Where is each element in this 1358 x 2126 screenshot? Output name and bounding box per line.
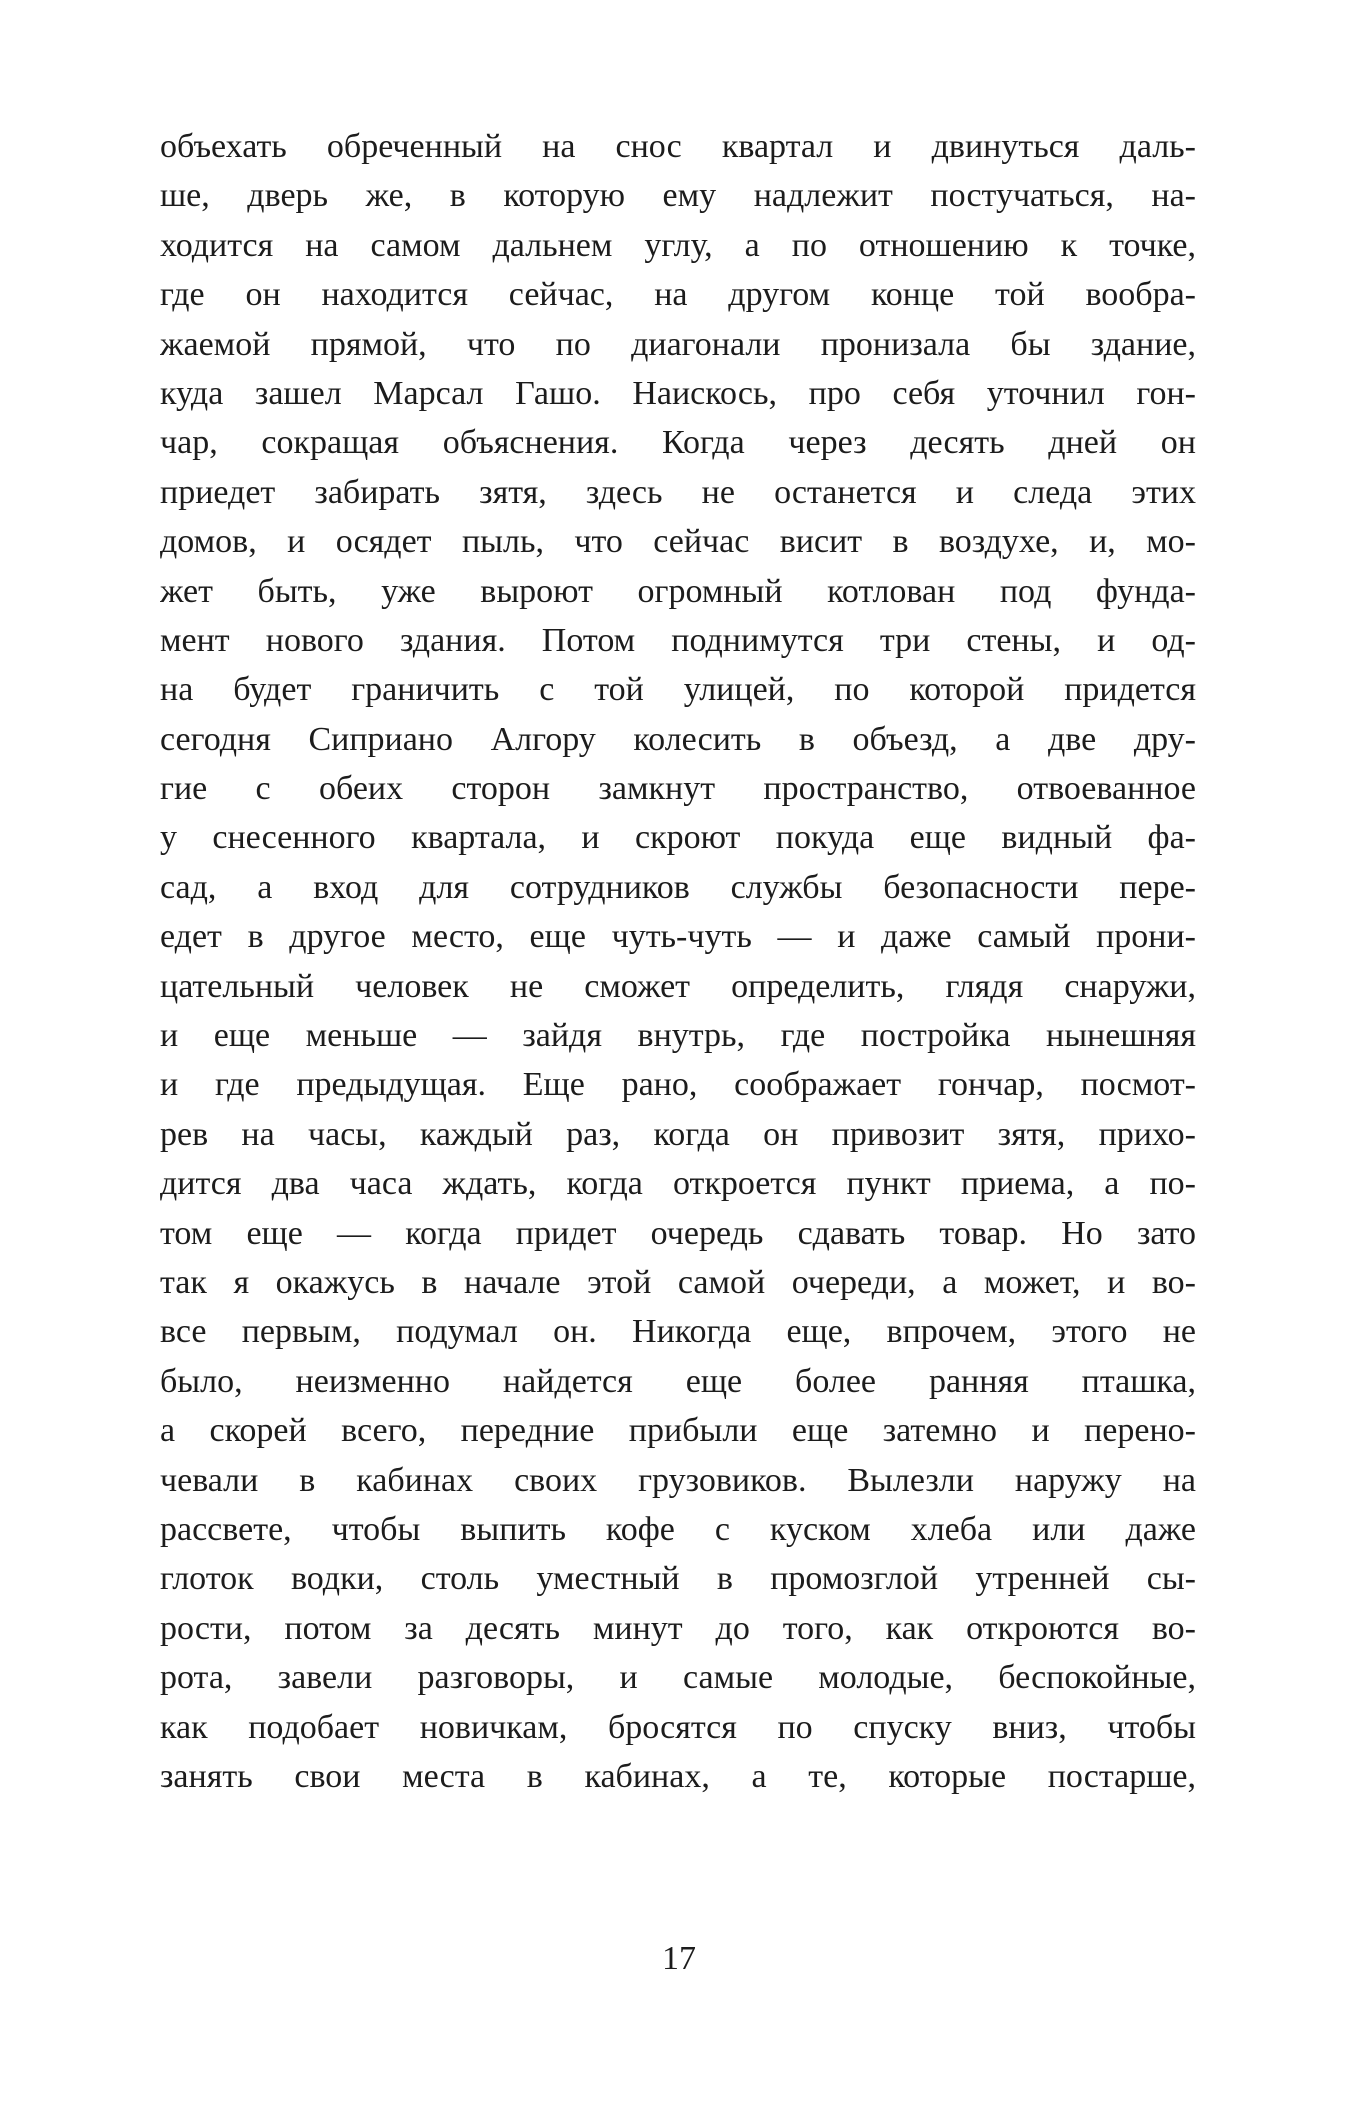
text-line: все первым, подумал он. Никогда еще, впрочем, этого не [160, 1313, 1196, 1351]
text-line: том еще — когда придет очередь сдавать товар. Но зато [160, 1214, 1196, 1252]
text-line: рев на часы, каждый раз, когда он привозит зятя, прихо- [160, 1115, 1196, 1153]
text-line: сад, а вход для сотрудников службы безопасности пере- [160, 868, 1196, 906]
text-line: сегодня Сиприано Алгору колесить в объезд, а две дру- [160, 720, 1196, 758]
text-line: дится два часа ждать, когда откроется пункт приема, а по- [160, 1165, 1196, 1203]
text-line: рости, потом за десять минут до того, как откроются во- [160, 1609, 1196, 1647]
text-line: чар, сокращая объяснения. Когда через десять дней он [160, 424, 1196, 462]
text-line: ходится на самом дальнем углу, а по отношению к точке, [160, 226, 1196, 264]
text-line: едет в другое место, еще чуть-чуть — и даже самый прони- [160, 918, 1196, 956]
text-line: мент нового здания. Потом поднимутся три стены, и од- [160, 621, 1196, 659]
text-line: было, неизменно найдется еще более ранняя пташка, [160, 1362, 1196, 1400]
text-line: приедет забирать зятя, здесь не останется и следа этих [160, 473, 1196, 511]
text-line: занять свои места в кабинах, а те, которые постарше, [160, 1757, 1196, 1795]
text-line: цательный человек не сможет определить, глядя снаружи, [160, 967, 1196, 1005]
text-line: а скорей всего, передние прибыли еще затемно и перено- [160, 1412, 1196, 1450]
text-line: чевали в кабинах своих грузовиков. Вылезли наружу на [160, 1461, 1196, 1499]
text-line: у снесенного квартала, и скроют покуда еще видный фа- [160, 819, 1196, 857]
text-line: рассвете, чтобы выпить кофе с куском хлеба или даже [160, 1510, 1196, 1548]
text-line: и где предыдущая. Еще рано, соображает гончар, посмот- [160, 1066, 1196, 1104]
text-line: как подобает новичкам, бросятся по спуску вниз, чтобы [160, 1708, 1196, 1746]
page-number: 17 [662, 1940, 696, 1977]
text-line: глоток водки, столь уместный в промозглой утренней сы- [160, 1560, 1196, 1598]
body-text [160, 122, 1196, 1801]
text-line: на будет граничить с той улицей, по которой придется [160, 671, 1196, 709]
text-line: жаемой прямой, что по диагонали пронизала бы здание, [160, 325, 1196, 363]
text-line: где он находится сейчас, на другом конце той вообра- [160, 276, 1196, 314]
text-line: и еще меньше — зайдя внутрь, где постройка нынешняя [160, 1017, 1196, 1055]
text-line: ше, дверь же, в которую ему надлежит постучаться, на- [160, 177, 1196, 215]
text-line: куда зашел Марсал Гашо. Наискось, про себя уточнил гон- [160, 374, 1196, 412]
text-line: гие с обеих сторон замкнут пространство, отвоеванное [160, 770, 1196, 808]
text-line: так я окажусь в начале этой самой очереди, а может, и во- [160, 1263, 1196, 1301]
text-line: жет быть, уже выроют огромный котлован под фунда- [160, 572, 1196, 610]
text-line: домов, и осядет пыль, что сейчас висит в воздухе, и, мо- [160, 523, 1196, 561]
text-line: рота, завели разговоры, и самые молодые, беспокойные, [160, 1659, 1196, 1697]
text-line: объехать обреченный на снос квартал и двинуться даль- [160, 128, 1196, 165]
